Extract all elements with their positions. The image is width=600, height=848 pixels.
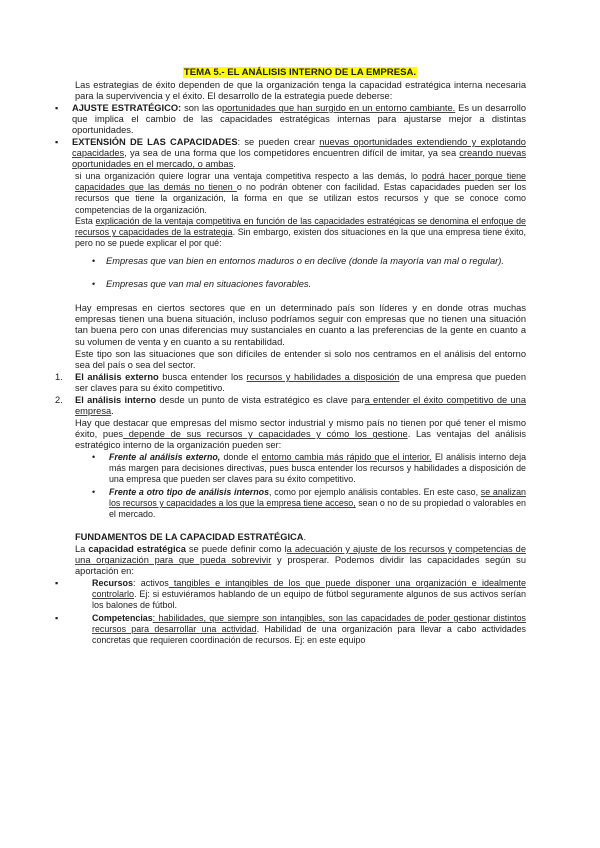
bullet-icon: ▪ xyxy=(55,613,59,623)
ventaja-paragraph: si una organización quiere lograr una ventaja competitiva respecto a las demás, lo podrá hacer porque tiene capacidades que las demás no tienen o no podrán obtener con facilidad. Estas capacidades pueden ser los recursos que tiene la organización, la forma en que se utilizan estos recursos y que se conoce como competencias de la organización. xyxy=(75,171,527,215)
intro-paragraph: Las estrategias de éxito dependen de que la organización tenga la capacidad estratégica interna necesaria para la supervivencia y el éxito. El desarrollo de la estrategia puede deberse: xyxy=(75,80,526,102)
ventaja-internos-item: Frente a otro tipo de análisis internos, como por ejemplo análisis contables. En este caso, se analizan los recursos y capacidades a los que la empresa tiene acceso, sean o no de su propiedad o valorables en el mercado. xyxy=(109,487,526,520)
competencias-item: Competencias: habilidades, que siempre son intangibles, son las capacidades de poder gestionar distintos recursos para desarrollar una actividad. Habilidad de una organización para llevar a cabo actividades concretas que requieren coordinación de recursos. Ej: en este equipo xyxy=(92,613,526,646)
enfoque-paragraph: Esta explicación de la ventaja competitiva en función de las capacidades estratégicas se denomina el enfoque de recursos y capacidades de la estrategia. Sin embargo, existen dos situaciones en la que una empresa tiene éxito, pero no se puede explicar el por qué: xyxy=(75,216,526,249)
sub-bullet-icon: • xyxy=(92,256,96,266)
sub-bullet-icon: • xyxy=(92,279,96,289)
capacidad-paragraph: La capacidad estratégica se puede definir como la adecuación y ajuste de los recursos y competencias de una organización para que pueda sobrevivir y prosperar. Podemos dividir las capacidades según su aportación en: xyxy=(75,544,526,577)
analisis-externo-item: El análisis externo busca entender los recursos y habilidades a disposición de una empresa que pueden ser claves para su éxito competitivo. xyxy=(75,372,526,394)
situacion-item: Empresas que van mal en situaciones favorables. xyxy=(106,279,312,289)
ajuste-paragraph: AJUSTE ESTRATÉGICO: son las oportunidades que han surgido en un entorno cambiante. Es un desarrollo que implica el cambio de las capacidades estratégicas internas para ajustarse mejor a distintas oportunidades. xyxy=(72,103,527,136)
list-number: 1. xyxy=(55,372,63,382)
analisis-interno-item: El análisis interno desde un punto de vista estratégico es clave para entender el éxito competitivo de una empresa. xyxy=(75,395,526,417)
este-tipo-paragraph: Este tipo son las situaciones que son difíciles de entender si solo nos centramos en el análisis del entorno sea del país o sea del sector. xyxy=(75,349,526,371)
recursos-item: Recursos: activos tangibles e intangibles de los que puede disponer una organización e idealmente controlarlo. Ej: si estuviéramos hablando de un equipo de fútbol seguramente algunos de sus activos serían los balones de fútbol. xyxy=(92,578,526,611)
destacar-paragraph: Hay que destacar que empresas del mismo sector industrial y mismo país no tienen por qué tener el mismo éxito, pues depende de sus recursos y capacidades y cómo los gestione. Las ventajas del análisis estratégico interno de la organización pueden ser: xyxy=(75,418,527,451)
hay-empresas-paragraph: Hay empresas en ciertos sectores que en un determinado país son líderes y en donde otras muchas empresas tienen una buena situación, incluso podríamos seguir con empresas que no tienen una situación tan buena pero con unas diferencias muy sustanciales en cuanto a las preferencias de la gente en cuanto a su volumen de venta y en cuanto a su rentabilidad. xyxy=(75,303,526,347)
sub-bullet-icon: • xyxy=(92,452,96,462)
situacion-item: Empresas que van bien en entornos maduros o en declive (donde la mayoría van mal o regular). xyxy=(106,256,504,266)
list-number: 2. xyxy=(55,395,63,405)
bullet-icon: ▪ xyxy=(55,578,59,588)
extension-paragraph: EXTENSIÓN DE LAS CAPACIDADES: se pueden crear nuevas oportunidades extendiendo y explotando capacidades, ya sea de una forma que los competidores encuentren difícil de imitar, ya sea creando nuevas oportunidades en el mercado, o ambas. xyxy=(72,137,526,170)
fundamentos-heading: FUNDAMENTOS DE LA CAPACIDAD ESTRATÉGICA. xyxy=(75,532,307,542)
bullet-icon: ▪ xyxy=(55,103,59,113)
page-title: TEMA 5.- EL ANÁLISIS INTERNO DE LA EMPRESA. xyxy=(183,67,417,78)
sub-bullet-icon: • xyxy=(92,487,96,497)
bullet-icon: ▪ xyxy=(55,137,59,147)
ventaja-externo-item: Frente al análisis externo, donde el entorno cambia más rápido que el interior. El análisis interno deja más margen para decisiones directivas, pues busca entender los recursos y habilidades a disposición de una empresa que pueden ser claves para su éxito competitivo. xyxy=(109,452,527,485)
